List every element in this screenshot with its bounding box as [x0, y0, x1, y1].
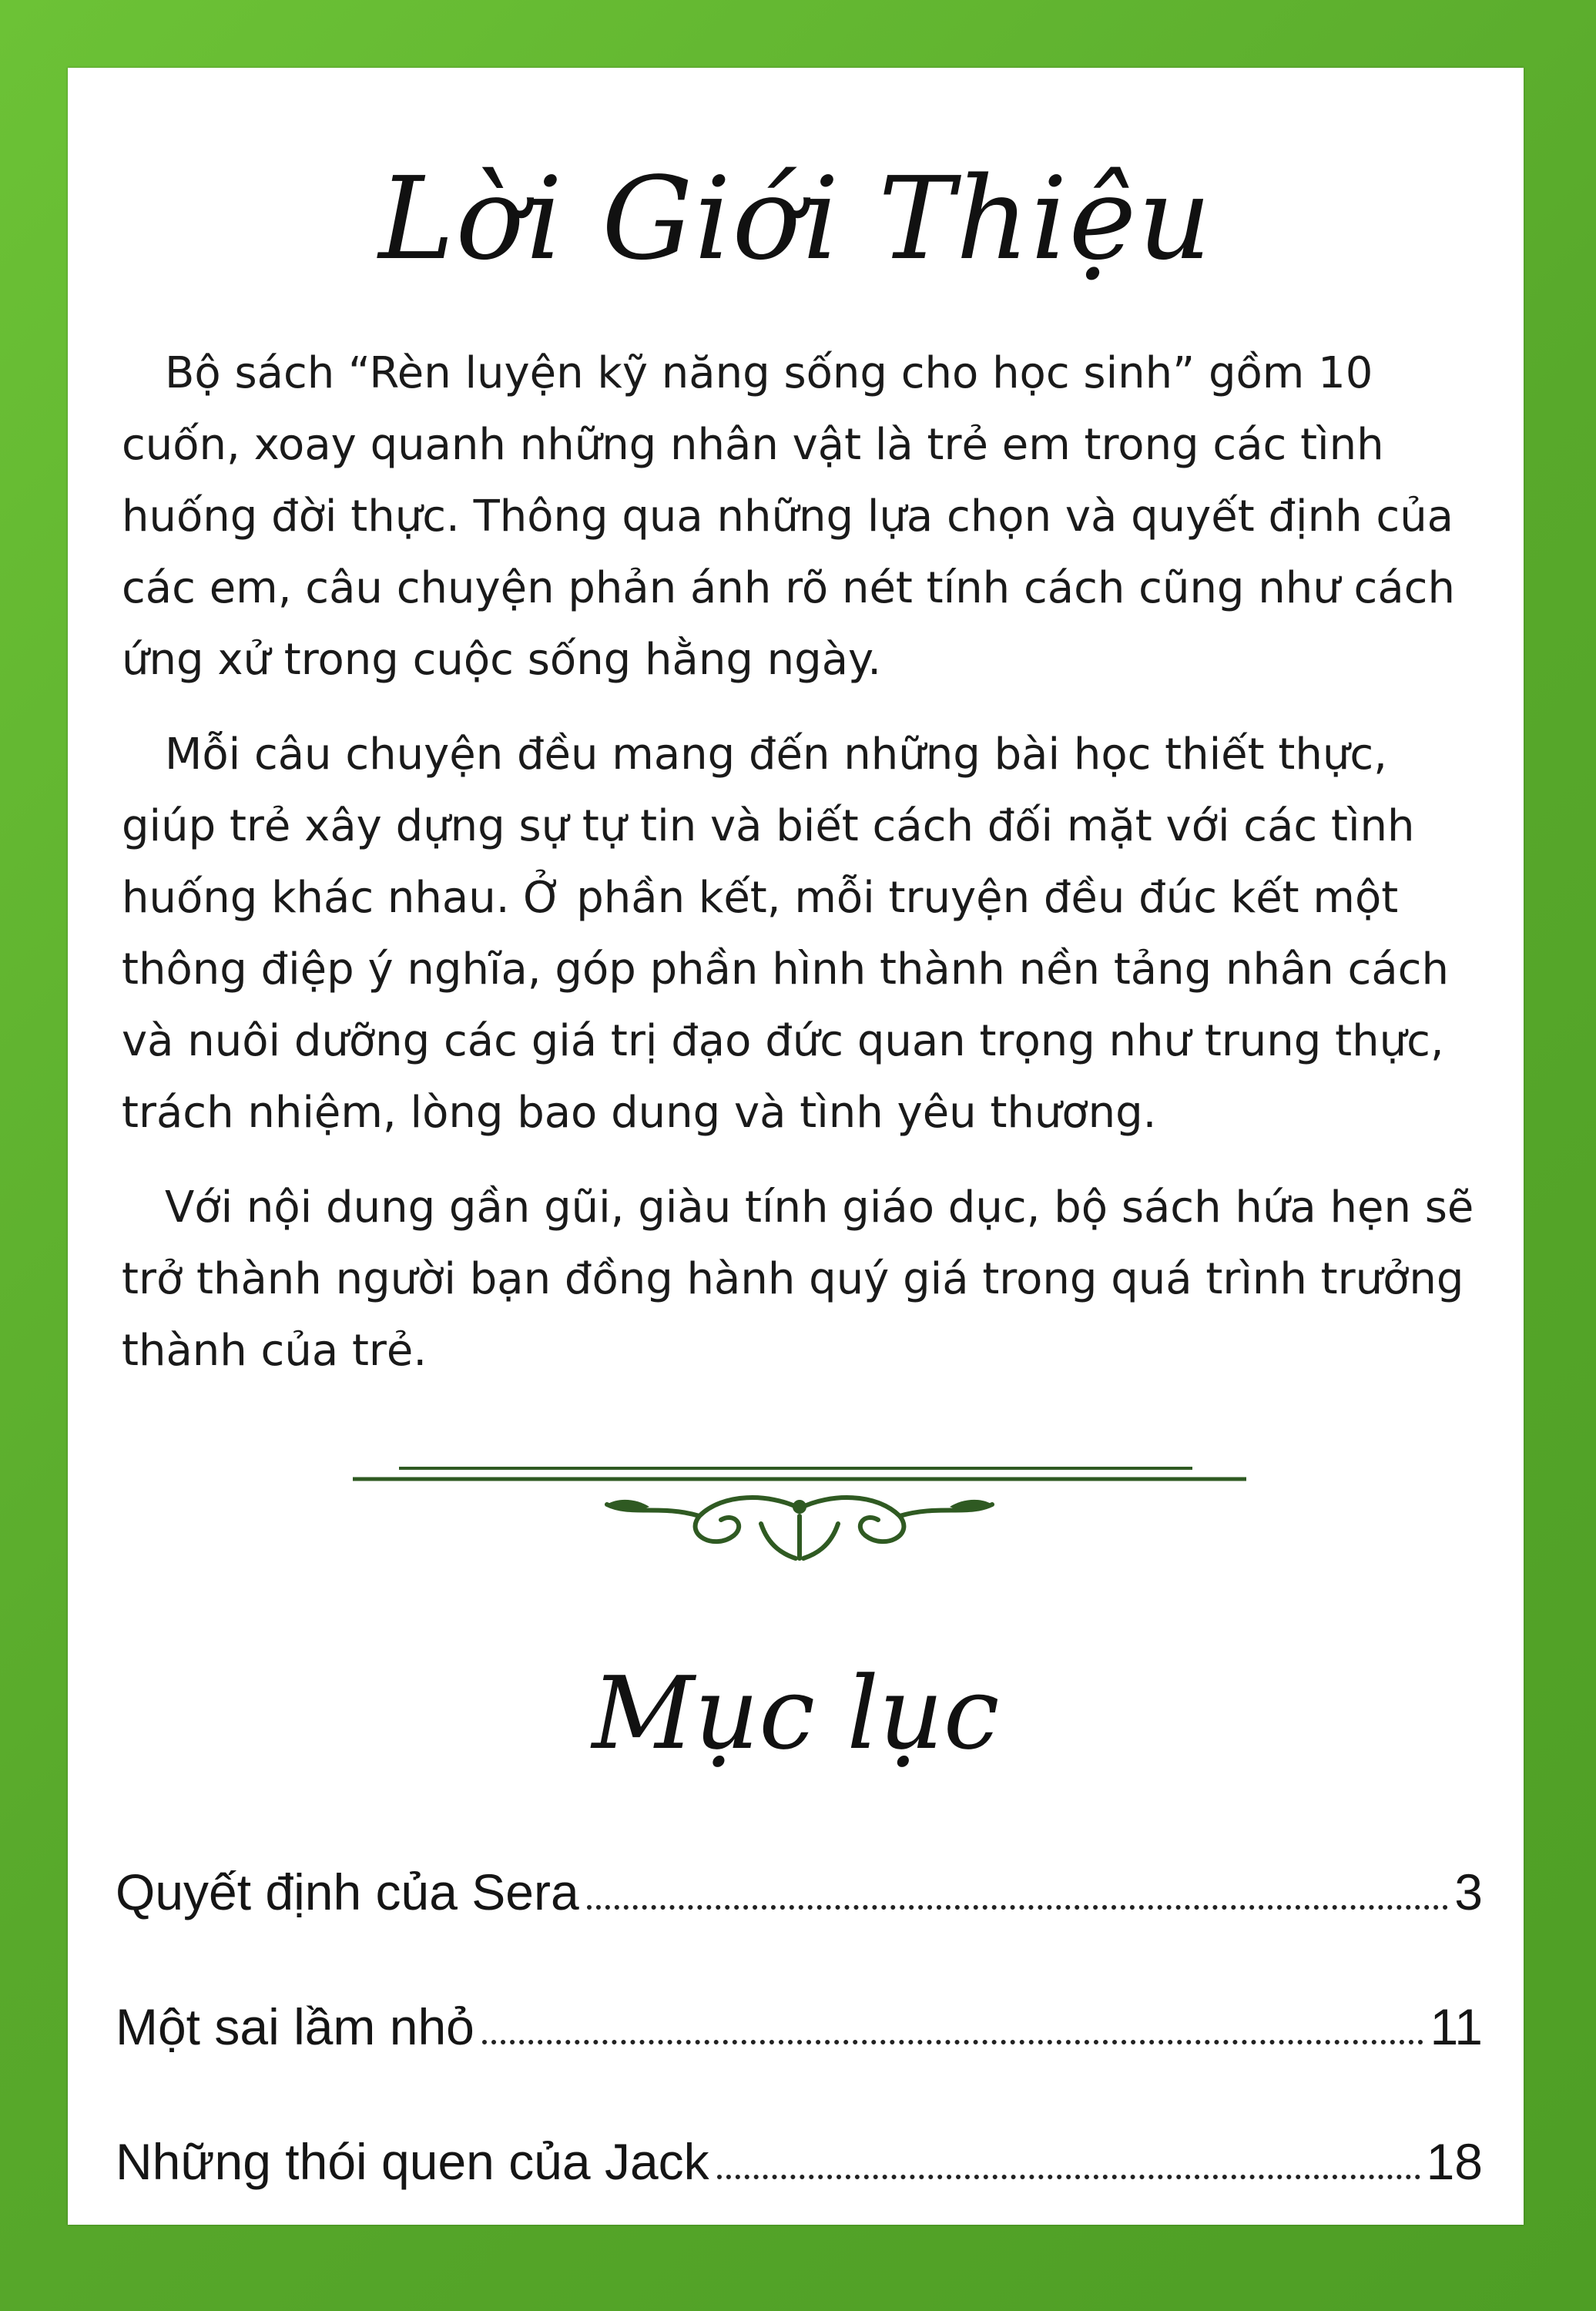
- toc-title: Mục lục: [592, 1655, 1000, 1772]
- toc-item-label: Những thói quen của Jack: [116, 2133, 709, 2190]
- intro-paragraph-1: Bộ sách “Rèn luyện kỹ năng sống cho học sinh” gồm 10 cuốn, xoay quanh những nhân vật là trẻ em trong các tình huống đời thực. Thông qua những lựa chọn và quyết định của các em, câu chuyện phản ánh rõ nét tính cách cũng như cách ứng xử trong cuộc sống hằng ngày.: [122, 348, 1455, 685]
- table-of-contents: [116, 1863, 1483, 2225]
- toc-item[interactable]: [116, 1997, 1483, 2132]
- toc-item-page: 11: [1430, 1998, 1483, 2055]
- dot-leader: [717, 2175, 1420, 2179]
- floral-scroll-ornament-icon: [353, 1462, 1246, 1570]
- dot-leader: [587, 1905, 1449, 1910]
- toc-item-label: Quyết định của Sera: [116, 1863, 579, 1920]
- toc-item[interactable]: [116, 1863, 1483, 1997]
- toc-item-label: Một sai lầm nhỏ: [116, 1998, 474, 2055]
- dot-leader: [482, 2040, 1424, 2044]
- intro-body: [122, 337, 1477, 1410]
- intro-title: Lời Giới Thiệu: [378, 153, 1213, 285]
- toc-item-page: 18: [1426, 2133, 1483, 2190]
- book-page: [68, 68, 1524, 2225]
- intro-paragraph-2: Mỗi câu chuyện đều mang đến những bài học thiết thực, giúp trẻ xây dựng sự tự tin và biết cách đối mặt với các tình huống khác nhau. Ở phần kết, mỗi truyện đều đúc kết một thông điệp ý nghĩa, góp phần hình thành nền tảng nhân cách và nuôi dưỡng các giá trị đạo đức quan trọng như trung thực, trách nhiệm, lòng bao dung và tình yêu thương.: [122, 730, 1449, 1138]
- toc-item-page: 3: [1454, 1863, 1483, 1920]
- intro-paragraph-3: Với nội dung gần gũi, giàu tính giáo dục, bộ sách hứa hẹn sẽ trở thành người bạn đồng hành quý giá trong quá trình trưởng thành của trẻ.: [122, 1182, 1474, 1376]
- toc-item[interactable]: [116, 2132, 1483, 2225]
